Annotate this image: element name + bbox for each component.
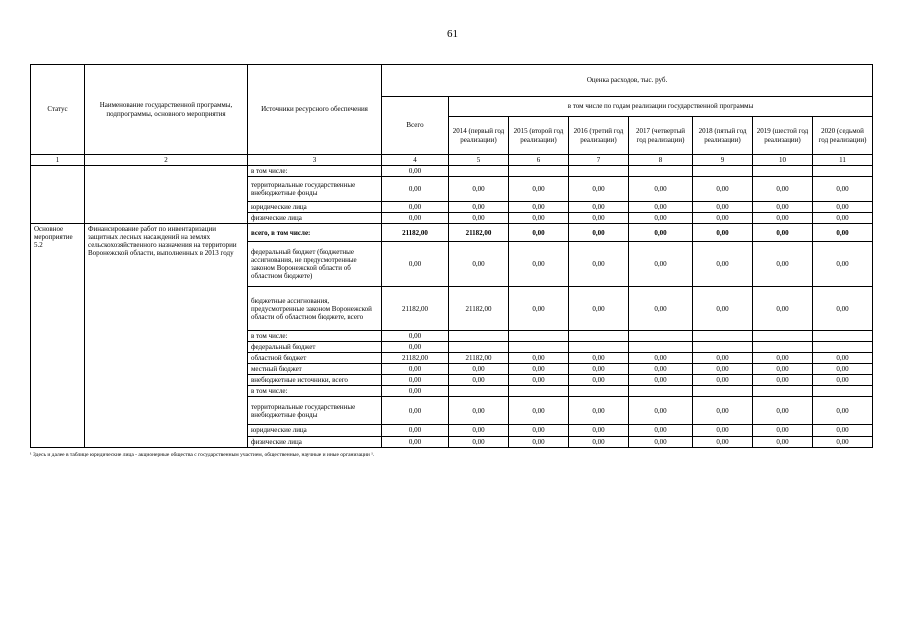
value-cell: 21182,00	[449, 353, 509, 364]
col-number: 7	[569, 155, 629, 166]
total-cell: 0,00	[382, 213, 449, 224]
value-cell	[629, 342, 693, 353]
value-cell	[509, 386, 569, 397]
total-cell: 0,00	[382, 331, 449, 342]
value-cell: 0,00	[629, 213, 693, 224]
value-cell: 21182,00	[449, 287, 509, 331]
value-cell: 0,00	[693, 375, 753, 386]
value-cell: 0,00	[813, 242, 873, 287]
value-cell	[813, 342, 873, 353]
value-cell: 0,00	[693, 213, 753, 224]
total-cell: 0,00	[382, 375, 449, 386]
value-cell	[693, 342, 753, 353]
value-cell: 0,00	[693, 242, 753, 287]
value-cell: 0,00	[813, 436, 873, 447]
value-cell	[629, 166, 693, 177]
source-cell: юридические лица	[248, 202, 382, 213]
value-cell: 0,00	[509, 287, 569, 331]
col-number: 10	[753, 155, 813, 166]
value-cell: 0,00	[693, 353, 753, 364]
total-cell: 0,00	[382, 177, 449, 202]
value-cell: 0,00	[629, 353, 693, 364]
value-cell	[813, 331, 873, 342]
header-program-name: Наименование государственной программы, подпрограммы, основного мероприятия	[85, 65, 248, 155]
col-number: 4	[382, 155, 449, 166]
value-cell: 0,00	[753, 425, 813, 436]
total-cell: 0,00	[382, 242, 449, 287]
total-cell: 0,00	[382, 202, 449, 213]
value-cell: 0,00	[629, 436, 693, 447]
value-cell: 0,00	[569, 213, 629, 224]
source-cell: местный бюджет	[248, 364, 382, 375]
value-cell: 0,00	[753, 364, 813, 375]
value-cell: 0,00	[813, 364, 873, 375]
value-cell: 0,00	[449, 425, 509, 436]
value-cell	[753, 386, 813, 397]
source-cell: в том числе:	[248, 331, 382, 342]
header-sources: Источники ресурсного обеспечения	[248, 65, 382, 155]
value-cell: 0,00	[449, 202, 509, 213]
measure-name: Финансирование работ по инвентаризации защитных лесных насаждений на землях сельскохозяйственного назначения на территории Воронежской области, выполненных в 2013 году	[85, 224, 248, 447]
value-cell: 0,00	[449, 364, 509, 375]
header-year-2016: 2016 (третий год реализации)	[569, 117, 629, 155]
value-cell: 0,00	[693, 364, 753, 375]
value-cell	[693, 166, 753, 177]
col-number: 1	[31, 155, 85, 166]
value-cell: 0,00	[753, 242, 813, 287]
value-cell	[693, 331, 753, 342]
value-cell: 0,00	[569, 425, 629, 436]
value-cell: 0,00	[569, 202, 629, 213]
value-cell: 0,00	[629, 287, 693, 331]
value-cell: 0,00	[693, 224, 753, 242]
value-cell	[569, 342, 629, 353]
source-cell: бюджетные ассигнования, предусмотренные законом Воронежской области об областном бюджете, всего	[248, 287, 382, 331]
col-number: 6	[509, 155, 569, 166]
value-cell: 0,00	[753, 375, 813, 386]
header-status: Статус	[31, 65, 85, 155]
expenditure-table	[30, 64, 873, 448]
value-cell	[449, 166, 509, 177]
measure-status: Основное мероприятие 5.2	[31, 224, 85, 447]
header-including-years: в том числе по годам реализации государственной программы	[449, 97, 873, 117]
value-cell	[569, 166, 629, 177]
value-cell	[629, 386, 693, 397]
value-cell: 0,00	[449, 213, 509, 224]
value-cell: 0,00	[693, 397, 753, 425]
header-total: Всего	[382, 97, 449, 155]
value-cell: 0,00	[813, 177, 873, 202]
value-cell	[753, 331, 813, 342]
value-cell: 0,00	[569, 177, 629, 202]
col-number: 11	[813, 155, 873, 166]
total-cell: 0,00	[382, 397, 449, 425]
value-cell: 0,00	[449, 242, 509, 287]
value-cell: 0,00	[753, 224, 813, 242]
value-cell: 0,00	[813, 287, 873, 331]
value-cell: 0,00	[569, 224, 629, 242]
total-cell: 0,00	[382, 436, 449, 447]
value-cell: 0,00	[753, 213, 813, 224]
source-cell: федеральный бюджет	[248, 342, 382, 353]
value-cell: 0,00	[569, 397, 629, 425]
value-cell	[629, 331, 693, 342]
value-cell: 0,00	[813, 353, 873, 364]
col-number: 9	[693, 155, 753, 166]
total-cell: 0,00	[382, 166, 449, 177]
value-cell	[813, 166, 873, 177]
value-cell: 0,00	[753, 353, 813, 364]
header-year-2020: 2020 (седьмой год реализации)	[813, 117, 873, 155]
source-cell: всего, в том числе:	[248, 224, 382, 242]
value-cell: 0,00	[693, 425, 753, 436]
table-row	[31, 166, 873, 177]
value-cell: 0,00	[753, 436, 813, 447]
value-cell: 0,00	[449, 177, 509, 202]
value-cell: 0,00	[509, 364, 569, 375]
col-number: 8	[629, 155, 693, 166]
value-cell: 0,00	[693, 177, 753, 202]
value-cell: 0,00	[693, 436, 753, 447]
value-cell: 0,00	[813, 397, 873, 425]
value-cell: 0,00	[509, 177, 569, 202]
source-cell: физические лица	[248, 213, 382, 224]
value-cell: 0,00	[753, 177, 813, 202]
source-cell: в том числе:	[248, 386, 382, 397]
value-cell	[449, 386, 509, 397]
header-year-2019: 2019 (шестой год реализации)	[753, 117, 813, 155]
column-number-row	[31, 155, 873, 166]
value-cell: 0,00	[753, 202, 813, 213]
value-cell	[569, 331, 629, 342]
value-cell: 0,00	[509, 202, 569, 213]
value-cell	[449, 342, 509, 353]
value-cell: 0,00	[509, 353, 569, 364]
value-cell: 0,00	[509, 375, 569, 386]
value-cell: 0,00	[813, 224, 873, 242]
value-cell: 0,00	[629, 242, 693, 287]
value-cell: 0,00	[629, 364, 693, 375]
page-number: 61	[447, 28, 458, 40]
value-cell: 0,00	[569, 436, 629, 447]
value-cell: 0,00	[753, 397, 813, 425]
value-cell: 0,00	[629, 397, 693, 425]
source-cell: территориальные государственные внебюджетные фонды	[248, 177, 382, 202]
source-cell: физические лица	[248, 436, 382, 447]
value-cell	[693, 386, 753, 397]
name-cell-empty	[85, 166, 248, 224]
footnote: ¹ Здесь и далее в таблице юридические лица - акционерные общества с государственным участием, общественные, научные и иные организации ¹.	[30, 452, 375, 458]
value-cell: 0,00	[629, 224, 693, 242]
value-cell: 0,00	[629, 202, 693, 213]
value-cell: 0,00	[693, 202, 753, 213]
value-cell: 0,00	[813, 425, 873, 436]
value-cell: 0,00	[569, 375, 629, 386]
total-cell: 21182,00	[382, 353, 449, 364]
source-cell: внебюджетные источники, всего	[248, 375, 382, 386]
value-cell: 0,00	[753, 287, 813, 331]
status-cell-empty	[31, 166, 85, 224]
source-cell: федеральный бюджет (бюджетные ассигнования, не предусмотренные законом Воронежской области об областном бюджете)	[248, 242, 382, 287]
total-cell: 0,00	[382, 425, 449, 436]
value-cell: 0,00	[569, 364, 629, 375]
value-cell: 0,00	[629, 425, 693, 436]
col-number: 3	[248, 155, 382, 166]
total-cell: 21182,00	[382, 287, 449, 331]
header-year-2015: 2015 (второй год реализации)	[509, 117, 569, 155]
header-year-2018: 2018 (пятый год реализации)	[693, 117, 753, 155]
source-cell: территориальные государственные внебюджетные фонды	[248, 397, 382, 425]
total-cell: 0,00	[382, 386, 449, 397]
col-number: 5	[449, 155, 509, 166]
value-cell	[509, 166, 569, 177]
source-cell: юридические лица	[248, 425, 382, 436]
value-cell: 0,00	[509, 397, 569, 425]
value-cell: 0,00	[509, 242, 569, 287]
value-cell: 21182,00	[449, 224, 509, 242]
value-cell: 0,00	[693, 287, 753, 331]
source-cell: областной бюджет	[248, 353, 382, 364]
value-cell: 0,00	[813, 202, 873, 213]
value-cell: 0,00	[449, 436, 509, 447]
header-cost-estimate: Оценка расходов, тыс. руб.	[382, 65, 873, 97]
value-cell: 0,00	[509, 436, 569, 447]
total-cell: 0,00	[382, 342, 449, 353]
total-cell: 21182,00	[382, 224, 449, 242]
value-cell: 0,00	[569, 242, 629, 287]
value-cell: 0,00	[509, 224, 569, 242]
value-cell: 0,00	[569, 287, 629, 331]
value-cell	[569, 386, 629, 397]
source-cell: в том числе:	[248, 166, 382, 177]
total-cell: 0,00	[382, 364, 449, 375]
value-cell	[509, 342, 569, 353]
value-cell: 0,00	[449, 375, 509, 386]
value-cell: 0,00	[509, 213, 569, 224]
header-year-2014: 2014 (первый год реализации)	[449, 117, 509, 155]
header-year-2017: 2017 (четвертый год реализации)	[629, 117, 693, 155]
value-cell	[813, 386, 873, 397]
value-cell	[753, 342, 813, 353]
col-number: 2	[85, 155, 248, 166]
value-cell: 0,00	[813, 213, 873, 224]
value-cell	[509, 331, 569, 342]
table-row	[31, 224, 873, 242]
value-cell: 0,00	[813, 375, 873, 386]
value-cell: 0,00	[509, 425, 569, 436]
value-cell: 0,00	[629, 375, 693, 386]
value-cell: 0,00	[629, 177, 693, 202]
value-cell	[753, 166, 813, 177]
value-cell	[449, 331, 509, 342]
value-cell: 0,00	[569, 353, 629, 364]
value-cell: 0,00	[449, 397, 509, 425]
